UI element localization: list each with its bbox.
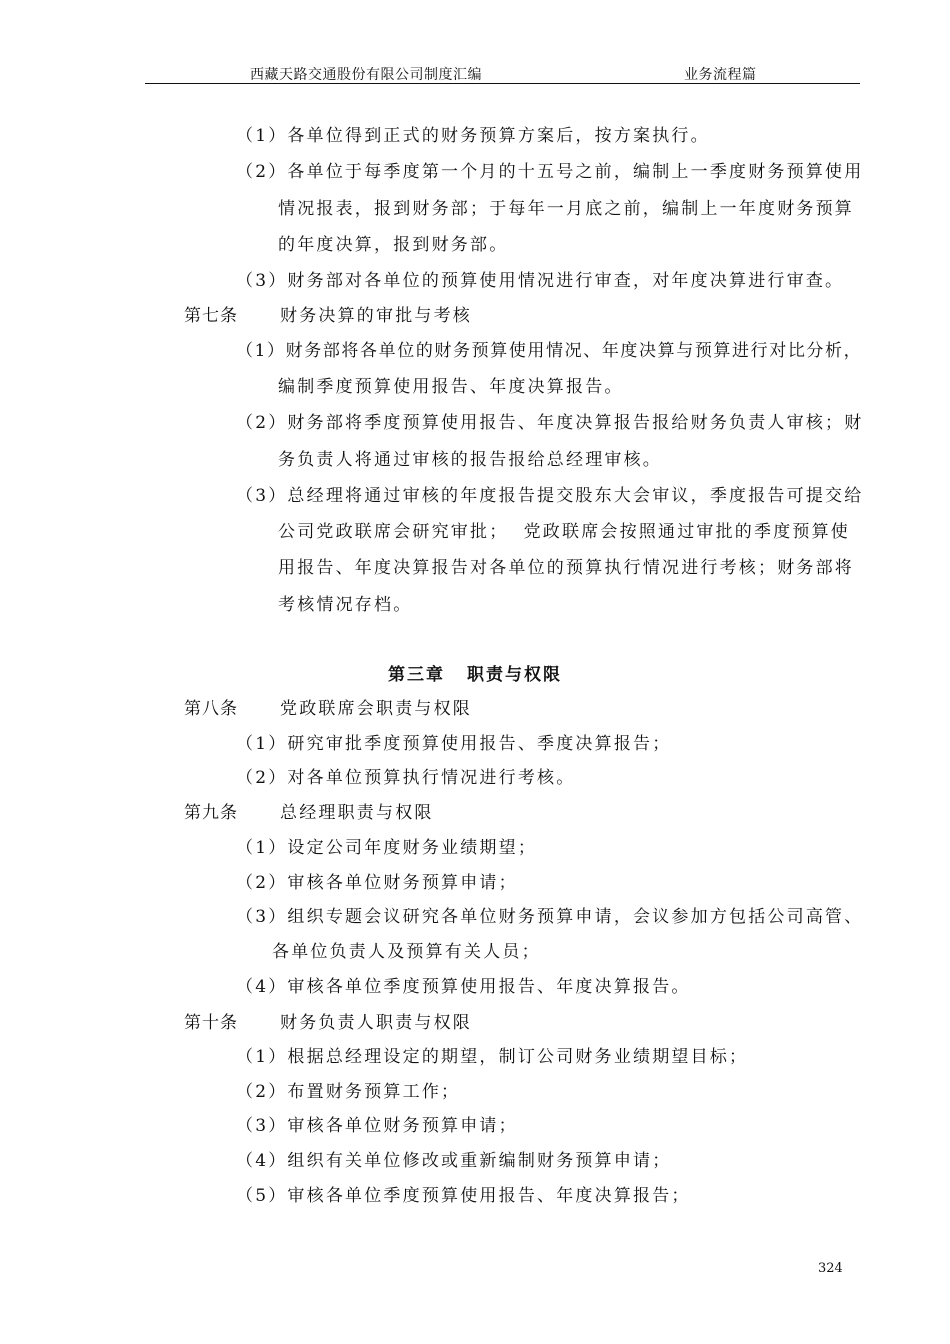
list-item: （2）审核各单位财务预算申请； xyxy=(236,873,518,893)
list-item-continuation: 的年度决算，报到财务部。 xyxy=(278,235,509,255)
page-number: 324 xyxy=(818,1261,843,1276)
list-item: （1）各单位得到正式的财务预算方案后，按方案执行。 xyxy=(236,126,710,146)
list-item: （2）布置财务预算工作； xyxy=(236,1082,461,1102)
list-item-continuation: 各单位负责人及预算有关人员； xyxy=(272,942,541,962)
list-item: （1）研究审批季度预算使用报告、季度决算报告； xyxy=(236,734,672,754)
list-item: （1）财务部将各单位的财务预算使用情况、年度决算与预算进行对比分析， xyxy=(236,341,863,361)
list-item-continuation: 情况报表，报到财务部；于每年一月底之前，编制上一年度财务预算 xyxy=(278,199,854,219)
list-item: （1）根据总经理设定的期望，制订公司财务业绩期望目标； xyxy=(236,1047,749,1067)
article-title: 财务负责人职责与权限 xyxy=(280,1013,472,1033)
header-company-title: 西藏天路交通股份有限公司制度汇编 xyxy=(250,67,482,83)
article-number: 第九条 xyxy=(184,803,238,823)
article-title: 财务决算的审批与考核 xyxy=(280,306,472,326)
list-item-continuation: 务负责人将通过审核的报告报给总经理审核。 xyxy=(278,450,662,470)
list-item-continuation: 编制季度预算使用报告、年度决算报告。 xyxy=(278,377,624,397)
list-item: （3）总经理将通过审核的年度报告提交股东大会审议，季度报告可提交给 xyxy=(236,486,864,506)
list-item: （2）财务部将季度预算使用报告、年度决算报告报给财务负责人审核；财 xyxy=(236,413,864,433)
list-item: （4）组织有关单位修改或重新编制财务预算申请； xyxy=(236,1151,672,1171)
article-title: 总经理职责与权限 xyxy=(280,803,434,823)
article-number: 第十条 xyxy=(184,1013,238,1033)
chapter-number: 第三章 xyxy=(388,665,445,685)
header-section-title: 业务流程篇 xyxy=(684,67,757,83)
list-item-continuation: 考核情况存档。 xyxy=(278,595,413,615)
list-item: （1）设定公司年度财务业绩期望； xyxy=(236,838,538,858)
article-number: 第八条 xyxy=(184,699,238,719)
list-item: （3）组织专题会议研究各单位财务预算申请，会议参加方包括公司高管、 xyxy=(236,907,864,927)
list-item: （3）审核各单位财务预算申请； xyxy=(236,1116,518,1136)
header-rule xyxy=(145,83,860,84)
chapter-heading xyxy=(0,664,950,686)
list-item: （2）对各单位预算执行情况进行考核。 xyxy=(236,768,576,788)
list-item: （4）审核各单位季度预算使用报告、年度决算报告。 xyxy=(236,977,691,997)
list-item: （3）财务部对各单位的预算使用情况进行审查，对年度决算进行审查。 xyxy=(236,271,845,291)
list-item: （5）审核各单位季度预算使用报告、年度决算报告； xyxy=(236,1186,691,1206)
article-number: 第七条 xyxy=(184,306,238,326)
list-item-continuation: 公司党政联席会研究审批； 党政联席会按照通过审批的季度预算使 xyxy=(278,522,851,542)
list-item: （2）各单位于每季度第一个月的十五号之前，编制上一季度财务预算使用 xyxy=(236,162,864,182)
list-item-continuation: 用报告、年度决算报告对各单位的预算执行情况进行考核；财务部将 xyxy=(278,558,854,578)
article-title: 党政联席会职责与权限 xyxy=(280,699,472,719)
chapter-title: 职责与权限 xyxy=(467,665,562,685)
